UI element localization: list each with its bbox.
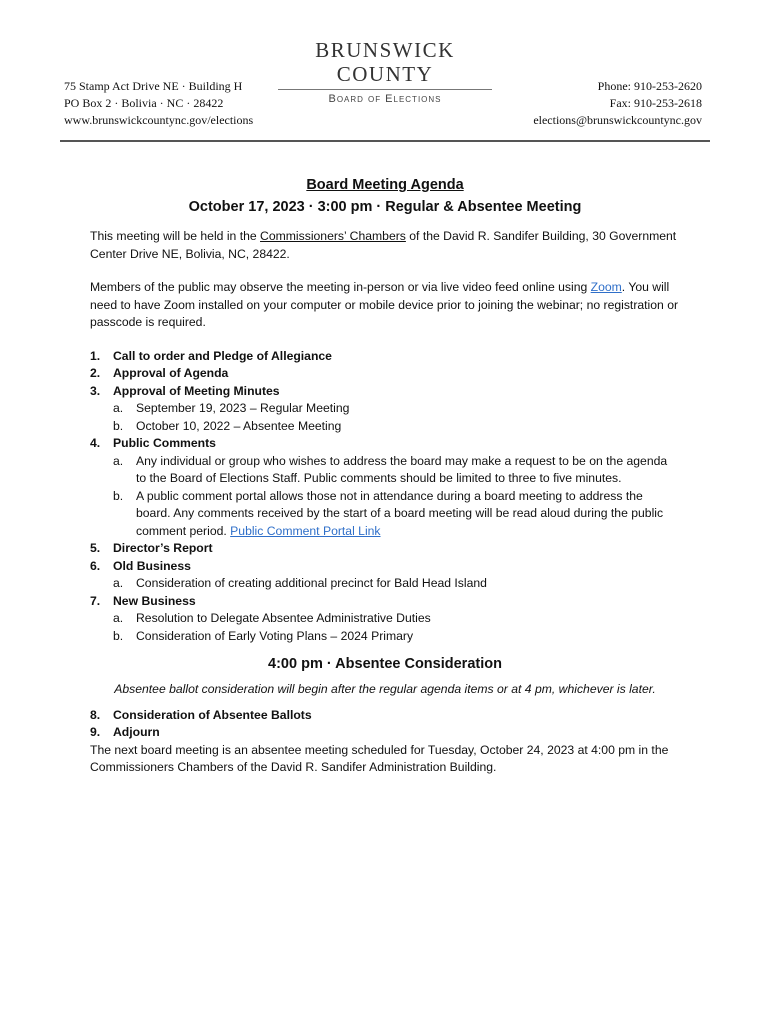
agenda-subitem: b. Consideration of Early Voting Plans – 2024 Primary (113, 628, 414, 643)
org-name: BRUNSWICK COUNTY (315, 38, 455, 86)
agenda-item: 2. Approval of Agenda (90, 366, 229, 380)
agenda-subitem: a. Any individual or group who wishes to address the board may make a request to be on the agenda to the Board of Elections Staff. Public comments should be limited to three to five minutes. (113, 453, 668, 485)
agenda-subitems (90, 610, 680, 645)
agenda-item: 5. Director’s Report (90, 541, 213, 555)
agenda-subitem: b. A public comment portal allows those not in attendance during a board meeting to address the board. Any comments received by the start of a board meeting will be read aloud during the public comment period. Public Comment Portal Link (113, 488, 664, 538)
agenda-subitem: a. September 19, 2023 – Regular Meeting (113, 401, 350, 415)
absentee-list (90, 707, 680, 742)
agenda-subitem: a. Consideration of creating additional precinct for Bald Head Island (113, 576, 487, 590)
address-line: 75 Stamp Act Drive NE · Building H (64, 79, 243, 93)
fax-line: Fax: 910-253-2618 (609, 96, 702, 110)
website-line: www.brunswickcountync.gov/elections (64, 113, 254, 127)
agenda-item: 8. Consideration of Absentee Ballots (90, 707, 312, 722)
agenda-item: 9. Adjourn (90, 725, 160, 739)
agenda-subitem: b. October 10, 2022 – Absentee Meeting (113, 418, 342, 433)
meeting-subtitle: October 17, 2023 · 3:00 pm · Regular & Absentee Meeting (188, 199, 582, 215)
address-block (64, 78, 253, 129)
next-meeting-note: The next board meeting is an absentee meeting scheduled for Tuesday, October 24, 2023 at 4:00 pm in the Commissioners Chambers of the David R. Sandifer Administration Building. (90, 742, 669, 774)
logo-divider (278, 89, 492, 90)
zoom-link[interactable]: Zoom (590, 280, 622, 294)
public-comment-portal-link[interactable]: Public Comment Portal Link (230, 523, 381, 538)
agenda-list (90, 348, 680, 646)
agenda-subitem: a. Resolution to Delegate Absentee Administrative Duties (113, 611, 431, 625)
agenda-content (90, 174, 680, 793)
phone-line: Phone: 910-253-2620 (597, 79, 702, 93)
agenda-subitems (90, 575, 680, 593)
header-divider (60, 140, 710, 142)
agenda-item: 3. Approval of Meeting Minutes (90, 383, 280, 398)
agenda-item: 1. Call to order and Pledge of Allegiance (90, 348, 332, 363)
page-title: Board Meeting Agenda (306, 177, 464, 193)
county-logo (270, 38, 500, 105)
agenda-subitems (90, 453, 680, 541)
chambers-link[interactable]: Commissioners’ Chambers (260, 229, 406, 243)
address-line: PO Box 2 · Bolivia · NC · 28422 (64, 96, 224, 110)
org-subtitle: Board of Elections (328, 93, 442, 105)
zoom-paragraph: Members of the public may observe the meeting in-person or via live video feed online using Zoom. You will need to have Zoom installed on your computer or mobile device prior to joining the webinar; no registration or passcode is required. (90, 280, 679, 329)
location-paragraph: This meeting will be held in the Commissioners’ Chambers of the David R. Sandifer Building, 30 Government Center Drive NE, Bolivia, NC, 28422. (90, 229, 677, 261)
agenda-item: 6. Old Business (90, 558, 191, 573)
absentee-note: Absentee ballot consideration will begin after the regular agenda items or at 4 pm, whichever is later. (114, 682, 656, 696)
absentee-heading: 4:00 pm · Absentee Consideration (268, 656, 502, 672)
agenda-item: 4. Public Comments (90, 436, 216, 450)
agenda-item: 7. New Business (90, 593, 196, 608)
contact-block (533, 78, 702, 129)
agenda-subitems (90, 400, 680, 435)
email-line: elections@brunswickcountync.gov (533, 113, 702, 127)
